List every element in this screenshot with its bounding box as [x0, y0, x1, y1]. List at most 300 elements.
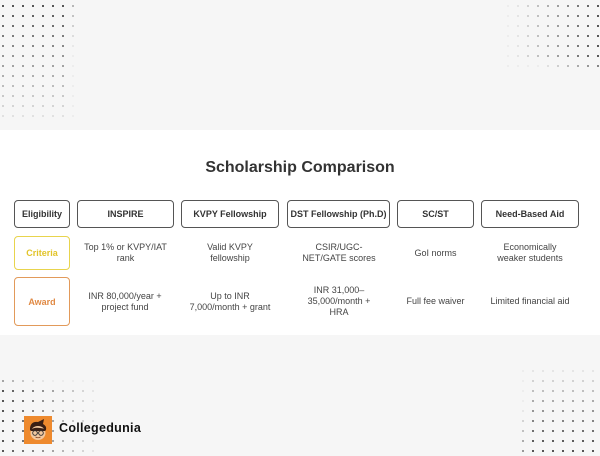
table-cell: Up to INR 7,000/month + grant: [189, 290, 271, 312]
dot: [62, 75, 64, 77]
dot: [517, 45, 519, 47]
dot-pattern-top-right: [505, 0, 600, 70]
dot: [72, 5, 74, 7]
dot: [557, 65, 559, 67]
brand-name: Collegedunia: [59, 421, 142, 435]
dot: [62, 410, 64, 412]
dot: [572, 420, 574, 422]
dot: [62, 380, 64, 382]
dot: [72, 15, 74, 17]
dot: [62, 45, 64, 47]
dot: [562, 430, 564, 432]
dot: [22, 400, 24, 402]
dot: [527, 55, 529, 57]
dot: [22, 380, 24, 382]
dot: [582, 430, 584, 432]
dot: [82, 410, 84, 412]
dot: [72, 400, 74, 402]
dot: [12, 5, 14, 7]
dot: [72, 85, 74, 87]
dot: [12, 380, 14, 382]
dot: [522, 420, 524, 422]
dot: [532, 420, 534, 422]
dot: [42, 55, 44, 57]
dot: [537, 5, 539, 7]
dot: [42, 380, 44, 382]
dot: [567, 65, 569, 67]
dot: [517, 15, 519, 17]
dot: [542, 380, 544, 382]
dot: [32, 85, 34, 87]
header-label: INSPIRE: [107, 209, 144, 219]
dot-pattern-bottom-right: [520, 365, 600, 456]
dot: [522, 390, 524, 392]
dot: [557, 55, 559, 57]
dot: [22, 55, 24, 57]
dot: [597, 15, 599, 17]
dot: [537, 15, 539, 17]
dot: [32, 400, 34, 402]
dot: [567, 35, 569, 37]
dot: [12, 95, 14, 97]
dot: [572, 370, 574, 372]
dot: [537, 35, 539, 37]
dot: [22, 35, 24, 37]
dot: [562, 380, 564, 382]
dot: [12, 440, 14, 442]
dot: [42, 75, 44, 77]
dot: [582, 440, 584, 442]
row-label-award: [14, 277, 70, 326]
dot: [527, 25, 529, 27]
dot: [552, 430, 554, 432]
dot: [587, 25, 589, 27]
dot: [42, 25, 44, 27]
dot: [567, 25, 569, 27]
dot: [577, 25, 579, 27]
dot: [42, 15, 44, 17]
dot: [592, 440, 594, 442]
dot: [587, 45, 589, 47]
dot: [72, 450, 74, 452]
dot: [562, 420, 564, 422]
dot: [587, 35, 589, 37]
dot: [32, 95, 34, 97]
dot: [572, 410, 574, 412]
dot: [527, 5, 529, 7]
dot: [542, 390, 544, 392]
dot: [542, 400, 544, 402]
dot: [2, 450, 4, 452]
dot: [532, 410, 534, 412]
dot: [562, 400, 564, 402]
dot: [597, 65, 599, 67]
dot: [552, 370, 554, 372]
dot: [2, 420, 4, 422]
dot: [62, 5, 64, 7]
dot: [527, 35, 529, 37]
dot: [32, 115, 34, 117]
dot: [52, 390, 54, 392]
dot: [22, 105, 24, 107]
dot: [52, 75, 54, 77]
dot: [2, 105, 4, 107]
dot: [52, 65, 54, 67]
dot: [517, 55, 519, 57]
dot: [517, 25, 519, 27]
dot: [522, 380, 524, 382]
dot: [562, 410, 564, 412]
dot: [52, 410, 54, 412]
dot: [72, 35, 74, 37]
dot: [2, 85, 4, 87]
dot: [32, 45, 34, 47]
dot: [42, 410, 44, 412]
dot: [582, 410, 584, 412]
dot: [527, 15, 529, 17]
dot: [42, 85, 44, 87]
dot: [82, 390, 84, 392]
dot: [12, 25, 14, 27]
dot: [597, 45, 599, 47]
dot: [22, 390, 24, 392]
dot: [62, 105, 64, 107]
dot: [42, 400, 44, 402]
dot: [577, 35, 579, 37]
dot: [72, 25, 74, 27]
dot: [52, 105, 54, 107]
row-label-text: Criteria: [26, 248, 58, 258]
dot: [577, 45, 579, 47]
dot: [32, 55, 34, 57]
dot: [537, 25, 539, 27]
dot: [32, 105, 34, 107]
dot: [52, 430, 54, 432]
dot: [72, 115, 74, 117]
dot: [507, 45, 509, 47]
dot: [522, 410, 524, 412]
dot: [547, 65, 549, 67]
dot: [42, 5, 44, 7]
dot: [2, 115, 4, 117]
dot: [527, 45, 529, 47]
dot: [562, 450, 564, 452]
dot: [587, 5, 589, 7]
dot: [522, 440, 524, 442]
dot: [567, 5, 569, 7]
table-cell: GoI norms: [414, 247, 457, 258]
table-cell: Economically weaker students: [497, 242, 563, 263]
header-dst-fellowship: [287, 200, 390, 228]
dot: [587, 65, 589, 67]
dot: [592, 400, 594, 402]
dot: [72, 95, 74, 97]
dot: [532, 370, 534, 372]
dot: [62, 25, 64, 27]
dot: [597, 55, 599, 57]
dot: [62, 35, 64, 37]
dot: [32, 35, 34, 37]
table-cell: Top 1% or KVPY/IAT rank: [84, 242, 167, 263]
dot: [52, 380, 54, 382]
dot: [42, 45, 44, 47]
dot: [72, 440, 74, 442]
table-cell: INR 80,000/year + project fund: [88, 290, 162, 312]
dot: [582, 420, 584, 422]
dot: [577, 15, 579, 17]
dot: [577, 5, 579, 7]
dot: [42, 115, 44, 117]
dot: [52, 55, 54, 57]
dot: [12, 105, 14, 107]
dot: [567, 45, 569, 47]
dot: [597, 35, 599, 37]
dot: [12, 115, 14, 117]
dot: [522, 370, 524, 372]
dot: [2, 35, 4, 37]
dot: [517, 5, 519, 7]
dot: [12, 55, 14, 57]
header-eligibility: [14, 200, 70, 228]
dot: [582, 370, 584, 372]
dot: [507, 15, 509, 17]
dot: [542, 450, 544, 452]
dot: [12, 45, 14, 47]
header-label: DST Fellowship (Ph.D): [290, 209, 387, 219]
dot: [552, 410, 554, 412]
dot: [92, 410, 94, 412]
header-label: KVPY Fellowship: [193, 209, 267, 219]
dot: [22, 450, 24, 452]
dot: [2, 55, 4, 57]
dot: [517, 35, 519, 37]
dot: [597, 5, 599, 7]
dot: [532, 390, 534, 392]
dot: [572, 390, 574, 392]
dot: [547, 55, 549, 57]
dot: [12, 390, 14, 392]
dot: [2, 390, 4, 392]
dot: [22, 5, 24, 7]
dot: [32, 390, 34, 392]
dot: [507, 65, 509, 67]
dot: [552, 440, 554, 442]
dot: [572, 400, 574, 402]
dot: [557, 45, 559, 47]
dot: [537, 45, 539, 47]
dot: [12, 35, 14, 37]
dot: [2, 440, 4, 442]
dot: [72, 105, 74, 107]
dot: [552, 450, 554, 452]
dot: [542, 430, 544, 432]
dot: [557, 35, 559, 37]
dot: [507, 5, 509, 7]
row-label-text: Award: [28, 296, 56, 307]
dot: [42, 65, 44, 67]
dot: [592, 410, 594, 412]
dot: [32, 25, 34, 27]
dot: [572, 450, 574, 452]
dot: [42, 105, 44, 107]
dot-pattern-top-left: [0, 0, 80, 125]
dot: [92, 380, 94, 382]
dot: [62, 65, 64, 67]
dot: [552, 400, 554, 402]
dot: [52, 400, 54, 402]
dot: [72, 410, 74, 412]
dot: [532, 430, 534, 432]
dot: [542, 370, 544, 372]
collegedunia-mascot-icon: [24, 416, 52, 444]
dot: [92, 450, 94, 452]
dot: [507, 35, 509, 37]
dot: [582, 390, 584, 392]
dot: [92, 390, 94, 392]
dot: [82, 380, 84, 382]
dot: [12, 420, 14, 422]
dot: [2, 75, 4, 77]
dot: [82, 450, 84, 452]
dot: [537, 55, 539, 57]
header-need-based-aid: [481, 200, 579, 228]
dot: [22, 45, 24, 47]
dot: [552, 390, 554, 392]
dot: [12, 430, 14, 432]
dot: [12, 85, 14, 87]
dot: [587, 55, 589, 57]
dot: [567, 15, 569, 17]
table-cell: Valid KVPY fellowship: [207, 242, 253, 263]
dot: [62, 440, 64, 442]
dot: [22, 15, 24, 17]
dot: [582, 400, 584, 402]
dot: [52, 25, 54, 27]
dot: [517, 65, 519, 67]
dot: [62, 400, 64, 402]
page-title: Scholarship Comparison: [205, 159, 395, 176]
dot: [52, 420, 54, 422]
dot: [62, 95, 64, 97]
dot: [62, 450, 64, 452]
dot: [547, 25, 549, 27]
dot: [587, 15, 589, 17]
dot: [12, 450, 14, 452]
dot: [507, 25, 509, 27]
dot: [82, 400, 84, 402]
header-inspire: [77, 200, 174, 228]
dot: [522, 450, 524, 452]
dot: [52, 95, 54, 97]
row-label-criteria: [14, 236, 70, 270]
dot: [552, 420, 554, 422]
dot: [582, 450, 584, 452]
dot: [72, 380, 74, 382]
dot: [32, 65, 34, 67]
dot: [532, 400, 534, 402]
dot: [567, 55, 569, 57]
dot: [42, 35, 44, 37]
dot: [52, 440, 54, 442]
dot: [22, 115, 24, 117]
dot: [507, 55, 509, 57]
dot: [542, 440, 544, 442]
dot: [22, 75, 24, 77]
header-sc-st: [397, 200, 474, 228]
dot: [22, 25, 24, 27]
table-cell: Full fee waiver: [406, 296, 465, 306]
header-label: SC/ST: [422, 209, 449, 219]
dot: [72, 55, 74, 57]
dot: [592, 420, 594, 422]
dot: [577, 65, 579, 67]
dot: [597, 25, 599, 27]
dot: [72, 75, 74, 77]
dot: [562, 390, 564, 392]
dot: [22, 85, 24, 87]
dot: [2, 380, 4, 382]
dot: [2, 95, 4, 97]
dot: [52, 450, 54, 452]
dot: [42, 95, 44, 97]
dot: [12, 15, 14, 17]
dot: [52, 45, 54, 47]
dot: [32, 5, 34, 7]
dot: [592, 370, 594, 372]
table-cell: Limited financial aid: [490, 296, 570, 306]
dot: [537, 65, 539, 67]
dot: [2, 65, 4, 67]
dot: [562, 440, 564, 442]
dot: [547, 5, 549, 7]
dot: [2, 5, 4, 7]
dot: [52, 85, 54, 87]
dot: [32, 15, 34, 17]
dot: [62, 85, 64, 87]
header-label: Need-Based Aid: [495, 209, 565, 219]
dot: [557, 15, 559, 17]
dot: [562, 370, 564, 372]
dot: [577, 55, 579, 57]
dot: [52, 5, 54, 7]
dot: [62, 55, 64, 57]
dot: [62, 15, 64, 17]
dot: [22, 95, 24, 97]
dot: [527, 65, 529, 67]
dot: [82, 440, 84, 442]
table-cell: INR 31,000–35,000/month + HRA: [307, 285, 371, 317]
dot: [52, 115, 54, 117]
dot: [72, 390, 74, 392]
dot: [522, 430, 524, 432]
dot: [12, 410, 14, 412]
dot: [62, 390, 64, 392]
dot: [22, 65, 24, 67]
dot: [72, 45, 74, 47]
dot: [22, 410, 24, 412]
dot: [42, 450, 44, 452]
dot: [12, 75, 14, 77]
dot: [522, 400, 524, 402]
dot: [2, 430, 4, 432]
dot: [52, 15, 54, 17]
dot: [557, 25, 559, 27]
dot: [547, 35, 549, 37]
table-cell: CSIR/UGC-NET/GATE scores: [302, 242, 376, 263]
dot: [92, 400, 94, 402]
dot: [42, 390, 44, 392]
dot: [557, 5, 559, 7]
